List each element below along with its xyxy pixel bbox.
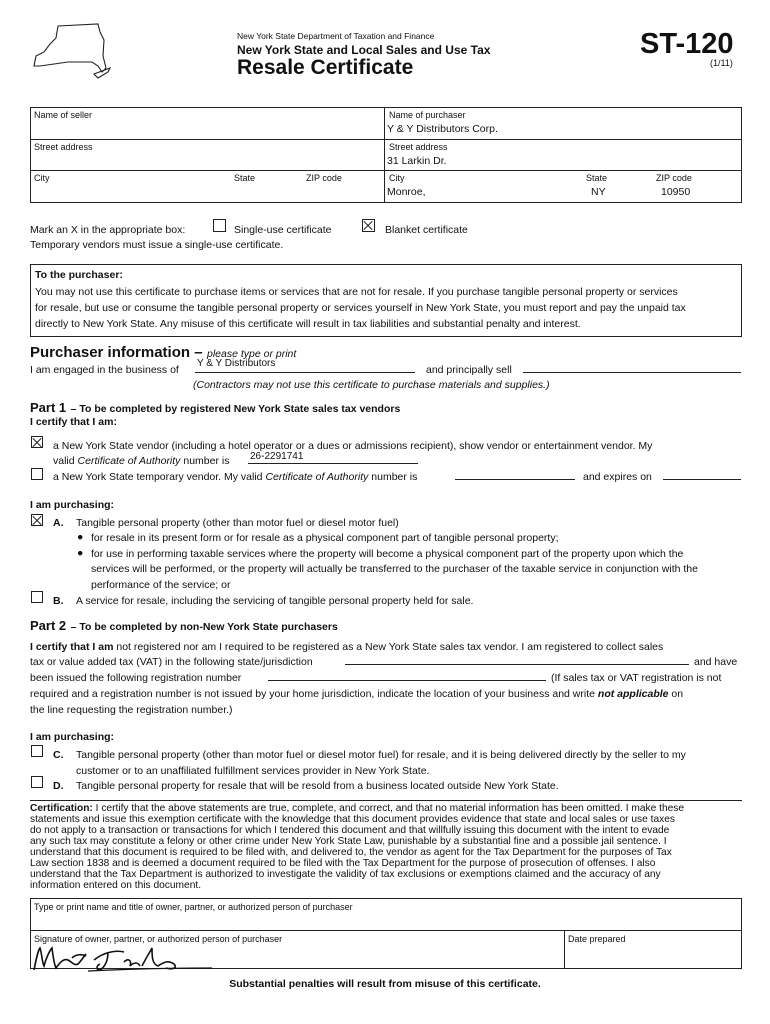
certification-line2: statements and issue this exemption certificate with the knowledge that this document provides evidence that state and local sales or use taxes <box>30 814 676 825</box>
certification-line1: I certify that the above statements are true, complete, and correct, and that no material information has been omitted. I make these <box>95 803 685 814</box>
authority-number-text: number is <box>183 455 230 467</box>
business-line <box>195 372 415 373</box>
part2-line3: been issued the following registration number <box>30 672 242 684</box>
purchaser-street-label: Street address <box>389 142 448 152</box>
purchaser-street-field[interactable]: 31 Larkin Dr. <box>387 155 447 167</box>
certification-text <box>30 803 742 891</box>
business-field[interactable]: Y & Y Distributors <box>197 358 276 369</box>
option-a-checkbox[interactable] <box>31 514 43 526</box>
part2-line4-pre: required and a registration number is not issued by your home jurisdiction, indicate the location of your business and write <box>30 688 595 700</box>
to-purchaser-line3: directly to New York State. Any misuse of this certificate will result in tax liabilities and substantial penalty and interest. <box>35 318 581 330</box>
temporary-vendor-note: Temporary vendors must issue a single-use certificate. <box>30 239 284 251</box>
certification-line3: do not apply to a transaction or transactions for which I tendered this document and that willfully issuing this document with the intent to evade <box>30 825 670 836</box>
principally-sell-label: and principally sell <box>426 364 512 376</box>
purchaser-info-note: please type or print <box>207 348 297 360</box>
purchaser-zip-label: ZIP code <box>656 173 692 183</box>
option-d-checkbox[interactable] <box>31 776 43 788</box>
handwritten-signature[interactable] <box>28 940 218 974</box>
part2-line2-end: and have <box>694 656 738 668</box>
to-purchaser-line2: for resale, but use or consume the tangible personal property or services yourself in New York State, you must report and pay the unpaid tax <box>35 302 686 314</box>
purchaser-zip-field[interactable]: 10950 <box>661 186 691 198</box>
blanket-label: Blanket certificate <box>385 224 468 236</box>
part2-not-applicable: not applicable <box>597 688 669 700</box>
part2-heading <box>30 617 338 635</box>
to-purchaser-line1: You may not use this certificate to purchase items or services that are not for resale. If you purchase tangible personal property or services <box>35 286 678 298</box>
temporary-vendor-line <box>53 471 417 483</box>
option-c-line2: customer or to an unaffiliated fulfillment services provider in New York State. <box>76 765 430 777</box>
blanket-checkbox[interactable] <box>362 219 375 232</box>
option-b-label: B. <box>53 595 64 607</box>
authority-number-line <box>248 463 418 464</box>
business-prefix: I am engaged in the business of <box>30 364 179 376</box>
single-use-label: Single-use certificate <box>234 224 332 236</box>
registration-number-line <box>268 680 546 681</box>
part2-line5: the line requesting the registration number.) <box>30 704 233 716</box>
seller-state-label: State <box>234 173 256 183</box>
option-c-line1: Tangible personal property (other than motor fuel or diesel motor fuel) for resale, and it is being delivered directly by the seller to my <box>76 749 686 761</box>
part1-certify: I certify that I am: <box>30 416 117 428</box>
part2-title: Part 2 <box>30 618 67 633</box>
option-d-text: Tangible personal property for resale that will be resold from a business located outside New York State. <box>76 780 559 792</box>
certification-line7: understand that the Tax Department is authorized to investigate the validity of tax exclusions or exemptions claimed and the accuracy of any <box>30 869 661 880</box>
authority-number-field[interactable]: 26-2291741 <box>250 451 304 462</box>
part1-heading <box>30 399 400 417</box>
temporary-number-text: number is <box>371 471 418 483</box>
part2-line3-end: (If sales tax or VAT registration is not <box>551 672 722 684</box>
temporary-authority-title: Certificate of Authority <box>265 471 369 483</box>
option-c-checkbox[interactable] <box>31 745 43 757</box>
signature-label: Signature of owner, partner, or authorized person of purchaser <box>34 934 283 944</box>
expires-label: and expires on <box>583 471 652 483</box>
principally-sell-line <box>523 372 741 373</box>
contractors-note: (Contractors may not use this certificate to purchase materials and supplies.) <box>193 379 550 391</box>
name-title-label: Type or print name and title of owner, partner, or authorized person of purchaser <box>34 902 353 912</box>
certification-line6: Law section 1838 and is deemed a document required to be filed with the Tax Department for the purpose of prosecution of offenses. I also <box>30 858 656 869</box>
date-prepared-field[interactable] <box>566 946 740 966</box>
option-b-checkbox[interactable] <box>31 591 43 603</box>
date-prepared-label: Date prepared <box>568 934 626 944</box>
part2-line1 <box>30 641 663 653</box>
temporary-number-line <box>455 479 575 480</box>
option-b-text: A service for resale, including the servicing of tangible personal property held for sale. <box>76 595 474 607</box>
option-a-bullet2-line1: for use in performing taxable services where the property will become a physical component part of the property upon which the <box>91 548 684 560</box>
part2-certify-bold: I certify that I am <box>30 641 114 653</box>
penalty-warning: Substantial penalties will result from misuse of this certificate. <box>229 978 541 990</box>
part1-subtitle: – To be completed by registered New York State sales tax vendors <box>70 403 401 415</box>
bullet-icon: ● <box>77 531 84 543</box>
ny-vendor-line2 <box>53 455 229 467</box>
seller-street-label: Street address <box>34 142 93 152</box>
form-subtitle: New York State and Local Sales and Use Tax <box>237 43 491 57</box>
part2-purchasing: I am purchasing: <box>30 731 115 743</box>
option-a-text: Tangible personal property (other than motor fuel or diesel motor fuel) <box>76 517 399 529</box>
part2-certify-rest: not registered nor am I required to be registered as a New York State sales tax vendor. I am registered to collect sales <box>116 641 664 653</box>
purchaser-city-label: City <box>389 173 405 183</box>
form-title: Resale Certificate <box>237 56 414 79</box>
purchaser-state-field[interactable]: NY <box>591 186 606 198</box>
single-use-checkbox[interactable] <box>213 219 226 232</box>
part1-purchasing: I am purchasing: <box>30 499 115 511</box>
temporary-vendor-text: a New York State temporary vendor. My valid <box>53 471 263 483</box>
option-a-bullet2-line2: services will be performed, or the property will actually be transferred to the purchaser of the taxable service in conjunction with the <box>91 563 698 575</box>
seller-purchaser-box <box>30 107 742 203</box>
purchaser-city-field[interactable]: Monroe, <box>387 186 426 198</box>
mark-instruction: Mark an X in the appropriate box: <box>30 224 186 236</box>
part2-line4-post: on <box>671 688 684 700</box>
new-york-state-map-icon <box>28 22 112 84</box>
seller-zip-label: ZIP code <box>306 173 342 183</box>
option-a-label: A. <box>53 517 64 529</box>
ny-vendor-checkbox[interactable] <box>31 436 43 448</box>
option-a-bullet2-line3: performance of the service; or <box>91 579 231 591</box>
seller-city-label: City <box>34 173 50 183</box>
authority-valid-text: valid <box>53 455 75 467</box>
option-c-label: C. <box>53 749 64 761</box>
ny-vendor-line1: a New York State vendor (including a hotel operator or a dues or admissions recipient), show vendor or entertainment vendor. My <box>53 440 653 452</box>
expires-line <box>663 479 741 480</box>
part2-line2: tax or value added tax (VAT) in the following state/jurisdiction <box>30 656 313 668</box>
authority-title-text: Certificate of Authority <box>77 455 181 467</box>
temporary-vendor-checkbox[interactable] <box>31 468 43 480</box>
purchaser-name-field[interactable]: Y & Y Distributors Corp. <box>387 123 498 135</box>
seller-name-label: Name of seller <box>34 110 93 120</box>
certification-line5: understand that this document is required to be filed with, and delivered to, the vendor as agent for the Tax Department for the purposes of Tax <box>30 847 672 858</box>
bullet-icon: ● <box>77 547 84 559</box>
purchaser-info-title: Purchaser information – <box>30 344 203 361</box>
agency-name: New York State Department of Taxation and Finance <box>237 31 435 41</box>
form-revision: (1/11) <box>710 58 733 68</box>
part1-title: Part 1 <box>30 400 67 415</box>
jurisdiction-line <box>345 664 689 665</box>
option-a-bullet1: for resale in its present form or for resale as a physical component part of tangible personal property; <box>91 532 559 544</box>
name-title-field[interactable] <box>32 912 738 928</box>
option-d-label: D. <box>53 780 64 792</box>
part2-line4 <box>30 688 683 700</box>
certification-label: Certification: <box>30 803 93 814</box>
part2-subtitle: – To be completed by non-New York State purchasers <box>70 621 338 633</box>
to-purchaser-heading: To the purchaser: <box>35 269 123 281</box>
certification-line4: any such tax may constitute a felony or other crime under New York State Law, punishable by a substantial fine and a possible jail sentence. I <box>30 836 667 847</box>
purchaser-state-label: State <box>586 173 608 183</box>
purchaser-name-label: Name of purchaser <box>389 110 466 120</box>
form-number: ST-120 <box>640 28 734 60</box>
certification-line8: information entered on this document. <box>30 880 202 891</box>
